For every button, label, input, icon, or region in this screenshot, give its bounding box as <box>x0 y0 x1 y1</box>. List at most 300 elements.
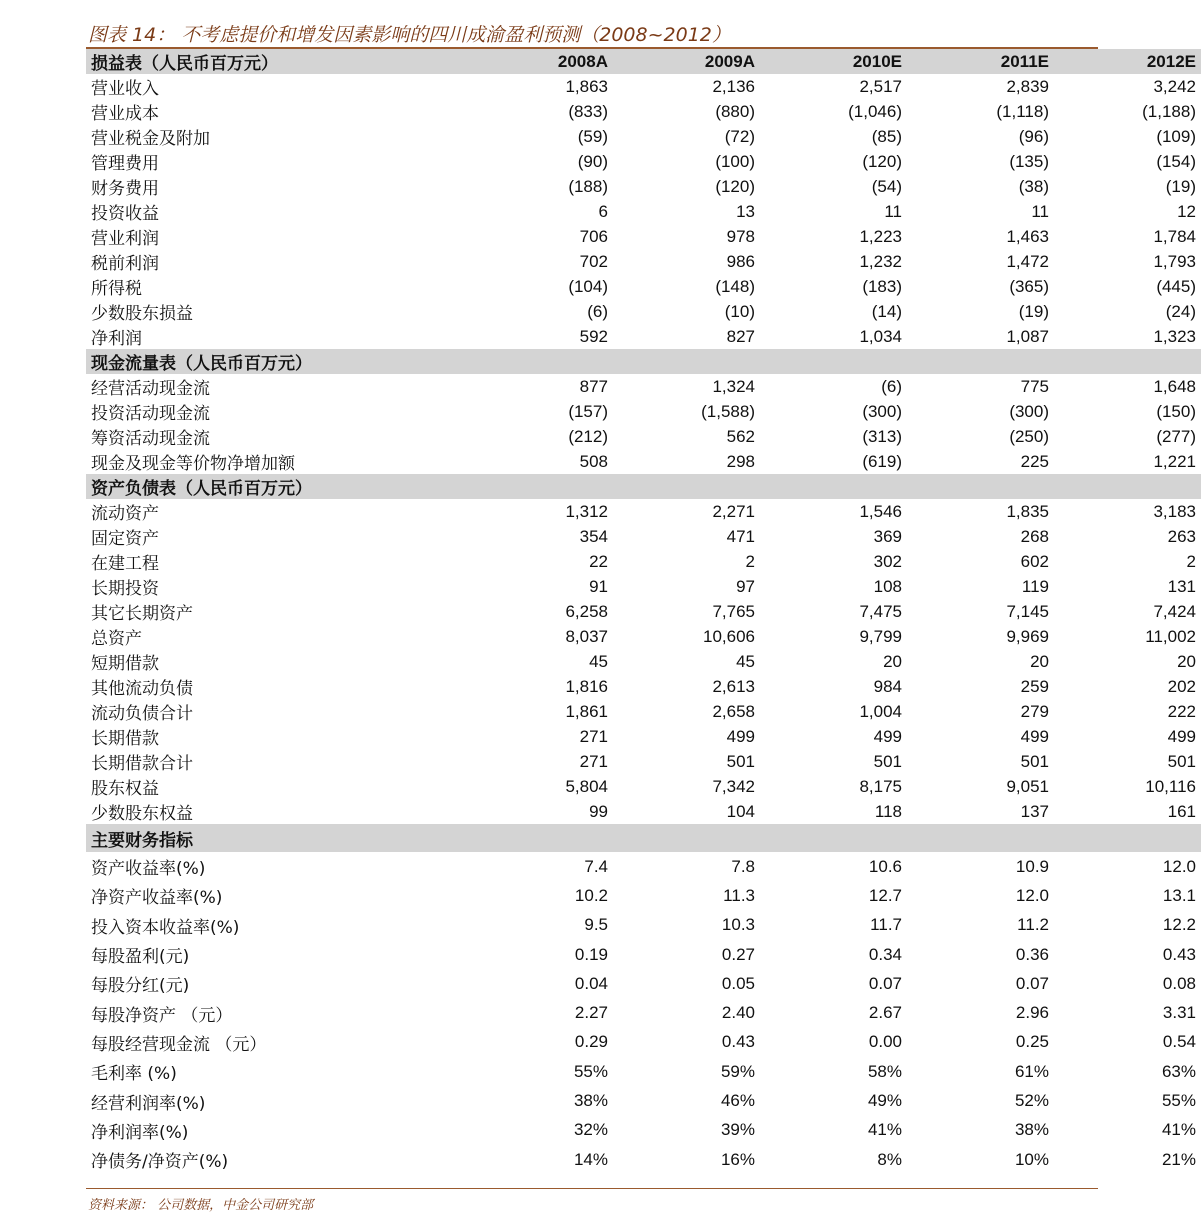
table-row <box>86 324 1201 349</box>
cell-value: (300) <box>1009 401 1049 421</box>
cell-value: 1,223 <box>859 226 902 246</box>
cell-value: 0.05 <box>721 973 755 993</box>
cell-value: 268 <box>1020 526 1049 546</box>
cell-value: 12.0 <box>1015 885 1049 905</box>
row-label: 营业成本 <box>91 104 159 124</box>
table-row <box>86 149 1201 174</box>
row-label: 流动负债合计 <box>91 704 193 724</box>
table-row <box>86 499 1201 524</box>
table-row <box>86 1057 1201 1086</box>
cell-value: 0.36 <box>1015 944 1049 964</box>
cell-value: 61% <box>1014 1061 1049 1081</box>
cell-value: 7,424 <box>1153 601 1196 621</box>
cell-value: 3,183 <box>1153 501 1196 521</box>
figure-title: 图表 14： 不考虑提价和增发因素影响的四川成渝盈利预测（2008~2012） <box>88 24 731 46</box>
row-label: 长期投资 <box>91 579 159 599</box>
row-label: 投资收益 <box>91 204 159 224</box>
cell-value: (250) <box>1009 426 1049 446</box>
table-row <box>86 449 1201 474</box>
cell-value: (85) <box>871 126 902 146</box>
cell-value: 302 <box>873 551 902 571</box>
bottom-rule <box>86 1188 1098 1189</box>
cell-value: 986 <box>726 251 755 271</box>
cell-value: (148) <box>715 276 755 296</box>
table-row <box>86 799 1201 824</box>
cell-value: 471 <box>726 526 755 546</box>
cell-value: (833) <box>568 101 608 121</box>
section-header-blank <box>466 474 613 499</box>
cell-value: 11 <box>884 201 902 221</box>
row-label: 其他流动负债 <box>91 679 193 699</box>
cell-value: 8% <box>877 1149 902 1169</box>
section-header-blank <box>760 474 907 499</box>
table-row <box>86 1028 1201 1057</box>
section-header-blank <box>1054 349 1201 374</box>
cell-value: (154) <box>1156 151 1196 171</box>
forecast-table-body <box>86 49 1201 1174</box>
cell-value: 2,517 <box>859 76 902 96</box>
cell-value: 508 <box>579 451 608 471</box>
table-row <box>86 524 1201 549</box>
cell-value: 20 <box>883 651 902 671</box>
cell-value: 0.04 <box>574 973 608 993</box>
row-label: 营业收入 <box>91 79 159 99</box>
cell-value: 10.3 <box>721 915 755 935</box>
cell-value: (19) <box>1165 176 1196 196</box>
cell-value: 6,258 <box>565 601 608 621</box>
table-row <box>86 174 1201 199</box>
table-row <box>86 881 1201 910</box>
cell-value: 22 <box>589 551 608 571</box>
cell-value: 0.27 <box>721 944 755 964</box>
section-header-blank <box>760 824 907 852</box>
table-row <box>86 774 1201 799</box>
table-row <box>86 674 1201 699</box>
cell-value: (59) <box>577 126 608 146</box>
cell-value: 706 <box>579 226 608 246</box>
cell-value: (157) <box>568 401 608 421</box>
cell-value: 501 <box>1020 751 1049 771</box>
row-label: 投入资本收益率(%) <box>91 917 240 938</box>
cell-value: (183) <box>862 276 902 296</box>
cell-value: 11,002 <box>1145 626 1196 646</box>
section-header-blank <box>1054 824 1201 852</box>
table-row <box>86 1086 1201 1115</box>
row-label: 净债务/净资产(%) <box>91 1152 229 1173</box>
cell-value: 499 <box>1020 726 1049 746</box>
cell-value: (313) <box>862 426 902 446</box>
section-header <box>86 49 1201 74</box>
cell-value: (120) <box>862 151 902 171</box>
cell-value: (1,188) <box>1142 101 1196 121</box>
cell-value: (38) <box>1018 176 1049 196</box>
section-header-blank <box>1054 474 1201 499</box>
cell-value: 38% <box>1014 1120 1049 1140</box>
cell-value: 298 <box>726 451 755 471</box>
cell-value: (188) <box>568 176 608 196</box>
cell-value: 354 <box>579 526 608 546</box>
cell-value: 877 <box>579 376 608 396</box>
cell-value: 21% <box>1161 1149 1196 1169</box>
cell-value: (10) <box>724 301 755 321</box>
section-title: 现金流量表（人民币百万元） <box>86 349 466 374</box>
cell-value: (135) <box>1009 151 1049 171</box>
cell-value: 2 <box>1186 551 1196 571</box>
cell-value: 97 <box>736 576 755 596</box>
row-label: 每股盈利(元) <box>91 947 190 968</box>
table-row <box>86 724 1201 749</box>
section-header <box>86 824 1201 852</box>
cell-value: 978 <box>726 226 755 246</box>
table-row <box>86 274 1201 299</box>
cell-value: 41% <box>1161 1120 1196 1140</box>
cell-value: (54) <box>871 176 902 196</box>
table-row <box>86 998 1201 1027</box>
cell-value: (120) <box>715 176 755 196</box>
section-header-blank <box>613 824 760 852</box>
table-row <box>86 749 1201 774</box>
row-label: 财务费用 <box>91 179 159 199</box>
cell-value: (96) <box>1018 126 1049 146</box>
cell-value: 8,175 <box>859 776 902 796</box>
cell-value: 63% <box>1161 1061 1196 1081</box>
table-row <box>86 399 1201 424</box>
cell-value: (880) <box>715 101 755 121</box>
cell-value: (100) <box>715 151 755 171</box>
cell-value: 2,271 <box>712 501 755 521</box>
table-row <box>86 624 1201 649</box>
cell-value: 7,145 <box>1006 601 1049 621</box>
cell-value: 8,037 <box>565 626 608 646</box>
row-label: 固定资产 <box>91 529 159 549</box>
cell-value: 202 <box>1167 676 1196 696</box>
cell-value: 49% <box>867 1091 902 1111</box>
cell-value: 7,475 <box>859 601 902 621</box>
cell-value: 7,342 <box>712 776 755 796</box>
table-row <box>86 940 1201 969</box>
cell-value: 32% <box>573 1120 608 1140</box>
cell-value: 702 <box>579 251 608 271</box>
section-title: 损益表（人民币百万元） <box>86 49 466 74</box>
cell-value: (1,118) <box>996 101 1049 121</box>
cell-value: 39% <box>720 1120 755 1140</box>
row-label: 投资活动现金流 <box>91 404 210 424</box>
cell-value: 14% <box>573 1149 608 1169</box>
cell-value: 46% <box>720 1091 755 1111</box>
cell-value: 10.9 <box>1015 856 1049 876</box>
cell-value: 2.40 <box>721 1003 755 1023</box>
row-label: 总资产 <box>91 629 142 649</box>
cell-value: 13.1 <box>1162 885 1196 905</box>
cell-value: 602 <box>1020 551 1049 571</box>
cell-value: 0.19 <box>574 944 608 964</box>
cell-value: 0.29 <box>574 1032 608 1052</box>
cell-value: 2.96 <box>1015 1003 1049 1023</box>
cell-value: 7.4 <box>584 856 608 876</box>
row-label: 资产收益率(%) <box>91 859 206 880</box>
cell-value: 58% <box>867 1061 902 1081</box>
cell-value: 55% <box>573 1061 608 1081</box>
row-label: 长期借款合计 <box>91 754 193 774</box>
cell-value: 2 <box>745 551 755 571</box>
row-label: 筹资活动现金流 <box>91 429 210 449</box>
table-row <box>86 374 1201 399</box>
row-label: 短期借款 <box>91 654 159 674</box>
cell-value: 1,793 <box>1153 251 1196 271</box>
cell-value: (24) <box>1165 301 1196 321</box>
cell-value: 501 <box>726 751 755 771</box>
cell-value: 1,087 <box>1006 326 1049 346</box>
cell-value: (150) <box>1156 401 1196 421</box>
table-row <box>86 74 1201 99</box>
row-label: 营业税金及附加 <box>91 129 210 149</box>
cell-value: 2.67 <box>868 1003 902 1023</box>
cell-value: 499 <box>726 726 755 746</box>
row-label: 每股分红(元) <box>91 976 190 997</box>
cell-value: 10,116 <box>1145 776 1196 796</box>
cell-value: (6) <box>881 376 902 396</box>
table-row <box>86 574 1201 599</box>
cell-value: 10.6 <box>868 856 902 876</box>
cell-value: (277) <box>1156 426 1196 446</box>
row-label: 税前利润 <box>91 254 159 274</box>
cell-value: 0.08 <box>1162 973 1196 993</box>
forecast-table <box>86 49 1201 1174</box>
table-row <box>86 1116 1201 1145</box>
cell-value: 369 <box>873 526 902 546</box>
cell-value: 161 <box>1167 801 1196 821</box>
cell-value: 1,816 <box>565 676 608 696</box>
cell-value: 225 <box>1020 451 1049 471</box>
cell-value: 119 <box>1021 576 1049 596</box>
cell-value: 1,232 <box>859 251 902 271</box>
row-label: 净利润 <box>91 329 142 349</box>
cell-value: 501 <box>1167 751 1196 771</box>
cell-value: 499 <box>873 726 902 746</box>
cell-value: 259 <box>1020 676 1049 696</box>
cell-value: 2.27 <box>574 1003 608 1023</box>
row-label: 流动资产 <box>91 504 159 524</box>
cell-value: 20 <box>1030 651 1049 671</box>
cell-value: 775 <box>1020 376 1049 396</box>
cell-value: (19) <box>1018 301 1049 321</box>
table-row <box>86 969 1201 998</box>
cell-value: 0.00 <box>868 1032 902 1052</box>
cell-value: 45 <box>589 651 608 671</box>
cell-value: 984 <box>873 676 902 696</box>
table-row <box>86 911 1201 940</box>
cell-value: 0.34 <box>868 944 902 964</box>
cell-value: 11.2 <box>1017 915 1049 935</box>
table-row <box>86 549 1201 574</box>
cell-value: (6) <box>587 301 608 321</box>
year-header: 2008A <box>466 49 613 74</box>
section-title: 资产负债表（人民币百万元） <box>86 474 466 499</box>
year-header: 2009A <box>613 49 760 74</box>
cell-value: (365) <box>1009 276 1049 296</box>
row-label: 现金及现金等价物净增加额 <box>91 454 295 474</box>
cell-value: 5,804 <box>565 776 608 796</box>
cell-value: (104) <box>568 276 608 296</box>
cell-value: 9,051 <box>1006 776 1049 796</box>
section-title: 主要财务指标 <box>86 824 466 852</box>
table-row <box>86 1145 1201 1174</box>
table-row <box>86 224 1201 249</box>
table-row <box>86 424 1201 449</box>
cell-value: (90) <box>577 151 608 171</box>
cell-value: 0.07 <box>1015 973 1049 993</box>
cell-value: 0.43 <box>1162 944 1196 964</box>
section-header-blank <box>760 349 907 374</box>
cell-value: 41% <box>867 1120 902 1140</box>
cell-value: 271 <box>579 751 608 771</box>
cell-value: 55% <box>1161 1091 1196 1111</box>
cell-value: 10.2 <box>574 885 608 905</box>
row-label: 所得税 <box>91 279 142 299</box>
year-header: 2011E <box>907 49 1054 74</box>
cell-value: 10% <box>1014 1149 1049 1169</box>
table-row <box>86 649 1201 674</box>
row-label: 营业利润 <box>91 229 159 249</box>
row-label: 净资产收益率(%) <box>91 888 223 909</box>
cell-value: 3.31 <box>1162 1003 1196 1023</box>
row-label: 少数股东损益 <box>91 304 193 324</box>
cell-value: 0.54 <box>1162 1032 1196 1052</box>
cell-value: 9,799 <box>859 626 902 646</box>
row-label: 每股经营现金流 （元） <box>91 1034 267 1055</box>
cell-value: 0.43 <box>721 1032 755 1052</box>
cell-value: 2,658 <box>712 701 755 721</box>
cell-value: (300) <box>862 401 902 421</box>
row-label: 经营活动现金流 <box>91 379 210 399</box>
cell-value: 1,546 <box>859 501 902 521</box>
cell-value: 501 <box>873 751 902 771</box>
cell-value: 9,969 <box>1006 626 1049 646</box>
cell-value: (1,046) <box>848 101 902 121</box>
table-row <box>86 299 1201 324</box>
row-label: 净利润率(%) <box>91 1122 189 1143</box>
row-label: 每股净资产 （元） <box>91 1005 233 1026</box>
cell-value: 7,765 <box>712 601 755 621</box>
cell-value: 16% <box>720 1149 755 1169</box>
cell-value: 271 <box>579 726 608 746</box>
cell-value: 263 <box>1167 526 1196 546</box>
table-row <box>86 852 1201 881</box>
cell-value: 1,323 <box>1153 326 1196 346</box>
section-header <box>86 349 1201 374</box>
cell-value: (72) <box>724 126 755 146</box>
cell-value: (445) <box>1156 276 1196 296</box>
cell-value: 1,784 <box>1153 226 1196 246</box>
section-header-blank <box>613 349 760 374</box>
cell-value: 592 <box>579 326 608 346</box>
cell-value: 12.7 <box>868 885 902 905</box>
table-row <box>86 99 1201 124</box>
cell-value: 20 <box>1177 651 1196 671</box>
row-label: 少数股东权益 <box>91 804 193 824</box>
cell-value: 91 <box>589 576 608 596</box>
row-label: 管理费用 <box>91 154 159 174</box>
cell-value: 0.07 <box>868 973 902 993</box>
cell-value: 9.5 <box>584 915 608 935</box>
cell-value: 7.8 <box>731 856 755 876</box>
cell-value: 2,136 <box>712 76 755 96</box>
row-label: 毛利率 (%) <box>91 1064 177 1085</box>
row-label: 长期借款 <box>91 729 159 749</box>
cell-value: 1,221 <box>1153 451 1196 471</box>
cell-value: (14) <box>871 301 902 321</box>
cell-value: 6 <box>598 201 608 221</box>
cell-value: 1,863 <box>565 76 608 96</box>
cell-value: 52% <box>1014 1091 1049 1111</box>
table-row <box>86 124 1201 149</box>
cell-value: 279 <box>1020 701 1049 721</box>
year-header: 2012E <box>1054 49 1201 74</box>
cell-value: 12.0 <box>1162 856 1196 876</box>
cell-value: 1,648 <box>1153 376 1196 396</box>
cell-value: 1,835 <box>1006 501 1049 521</box>
section-header-blank <box>907 824 1054 852</box>
cell-value: 222 <box>1167 701 1196 721</box>
cell-value: 12 <box>1177 201 1196 221</box>
table-row <box>86 699 1201 724</box>
cell-value: 59% <box>720 1061 755 1081</box>
cell-value: (109) <box>1156 126 1196 146</box>
cell-value: 12.2 <box>1162 915 1196 935</box>
cell-value: 45 <box>736 651 755 671</box>
section-header <box>86 474 1201 499</box>
cell-value: 2,839 <box>1006 76 1049 96</box>
cell-value: 1,463 <box>1006 226 1049 246</box>
cell-value: 499 <box>1167 726 1196 746</box>
cell-value: 1,472 <box>1006 251 1049 271</box>
cell-value: 562 <box>726 426 755 446</box>
cell-value: 38% <box>573 1091 608 1111</box>
cell-value: 10,606 <box>703 626 755 646</box>
cell-value: 11.3 <box>723 885 755 905</box>
section-header-blank <box>907 349 1054 374</box>
cell-value: 13 <box>736 201 755 221</box>
cell-value: 11.7 <box>870 915 902 935</box>
cell-value: 3,242 <box>1153 76 1196 96</box>
cell-value: 1,312 <box>565 501 608 521</box>
section-header-blank <box>907 474 1054 499</box>
cell-value: 2,613 <box>712 676 755 696</box>
year-header: 2010E <box>760 49 907 74</box>
cell-value: 827 <box>726 326 755 346</box>
cell-value: (1,588) <box>701 401 755 421</box>
section-header-blank <box>613 474 760 499</box>
row-label: 股东权益 <box>91 779 159 799</box>
cell-value: 1,324 <box>712 376 755 396</box>
cell-value: 118 <box>874 801 902 821</box>
table-row <box>86 599 1201 624</box>
cell-value: (212) <box>568 426 608 446</box>
cell-value: 131 <box>1167 576 1196 596</box>
row-label: 其它长期资产 <box>91 604 193 624</box>
cell-value: 1,004 <box>859 701 902 721</box>
row-label: 在建工程 <box>91 554 159 574</box>
table-row <box>86 199 1201 224</box>
cell-value: 0.25 <box>1015 1032 1049 1052</box>
section-header-blank <box>466 824 613 852</box>
source-note: 资料来源： 公司数据，中金公司研究部 <box>88 1198 314 1213</box>
cell-value: 137 <box>1020 801 1049 821</box>
cell-value: 104 <box>726 801 755 821</box>
row-label: 经营利润率(%) <box>91 1093 206 1114</box>
cell-value: (619) <box>862 451 902 471</box>
cell-value: 11 <box>1031 201 1049 221</box>
